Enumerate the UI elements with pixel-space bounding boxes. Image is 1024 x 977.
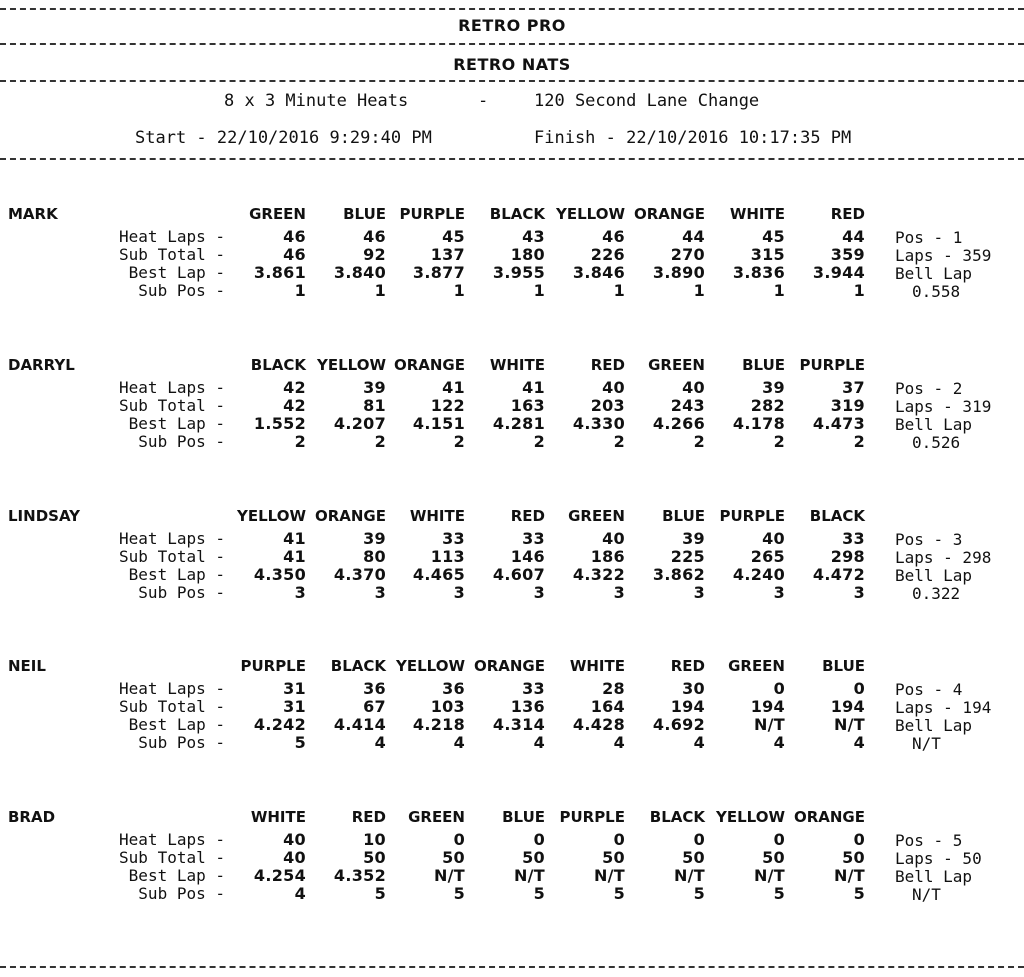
sub-total-value: 42 (283, 396, 306, 415)
best-lap-value: 3.890 (652, 263, 705, 282)
sub-total-value: 81 (363, 396, 386, 415)
lane-name: RED (670, 657, 705, 675)
heat-laps-value: 40 (602, 529, 625, 548)
row-label: Sub Total - (119, 697, 225, 716)
best-lap-value: N/T (833, 866, 865, 885)
heat-laps-value: 44 (682, 227, 705, 246)
driver-block (0, 507, 1024, 617)
best-lap-value: N/T (513, 866, 545, 885)
start-time: Start - 22/10/2016 9:29:40 PM (135, 128, 432, 148)
lane-name: PURPLE (559, 808, 625, 826)
lane-name: PURPLE (719, 507, 785, 525)
sub-pos-value: 4 (374, 733, 386, 752)
sub-total-value: 103 (430, 697, 465, 716)
lane-name: YELLOW (716, 808, 785, 826)
lane-name: YELLOW (556, 205, 625, 223)
total-laps: Laps - 359 (895, 246, 992, 265)
heat-laps-value: 40 (602, 378, 625, 397)
final-position: Pos - 5 (895, 831, 963, 850)
lane-name: WHITE (729, 205, 785, 223)
total-laps: Laps - 50 (895, 849, 982, 868)
lane-name: BLUE (822, 657, 865, 675)
total-laps: Laps - 194 (895, 698, 992, 717)
row-label: Heat Laps - (119, 378, 225, 397)
sub-total-value: 243 (670, 396, 705, 415)
heat-laps-value: 33 (442, 529, 465, 548)
best-lap-value: 3.944 (812, 263, 865, 282)
best-lap-value: 4.254 (253, 866, 306, 885)
row-label: Best Lap - (128, 715, 225, 734)
sub-total-value: 80 (363, 547, 386, 566)
driver-name: BRAD (8, 808, 56, 826)
heat-format: 8 x 3 Minute Heats (224, 91, 409, 111)
sub-pos-value: 4 (773, 733, 785, 752)
heat-laps-value: 0 (853, 830, 865, 849)
driver-name: LINDSAY (8, 507, 80, 525)
row-label: Heat Laps - (119, 529, 225, 548)
sub-total-value: 46 (283, 245, 306, 264)
heat-laps-value: 41 (442, 378, 465, 397)
final-position: Pos - 1 (895, 228, 963, 247)
row-label: Sub Pos - (138, 733, 225, 752)
lane-name: WHITE (569, 657, 625, 675)
heat-laps-value: 0 (533, 830, 545, 849)
bell-lap-value: 0.526 (912, 433, 961, 452)
best-lap-value: 4.350 (253, 565, 306, 584)
sub-total-value: 225 (670, 547, 705, 566)
divider (0, 8, 1024, 10)
heat-laps-value: 39 (363, 378, 386, 397)
sub-pos-value: 4 (294, 884, 306, 903)
sub-total-value: 194 (830, 697, 865, 716)
row-label: Best Lap - (128, 263, 225, 282)
row-label: Heat Laps - (119, 830, 225, 849)
driver-block (0, 808, 1024, 918)
sub-pos-value: 3 (294, 583, 306, 602)
best-lap-value: 4.240 (732, 565, 785, 584)
row-label: Sub Total - (119, 848, 225, 867)
best-lap-value: 3.840 (333, 263, 386, 282)
lane-name: GREEN (249, 205, 306, 223)
bell-lap-label: Bell Lap (895, 716, 973, 735)
row-label: Sub Total - (119, 547, 225, 566)
sub-total-value: 40 (283, 848, 306, 867)
row-label: Sub Total - (119, 245, 225, 264)
lane-name: YELLOW (317, 356, 386, 374)
sub-pos-value: 3 (773, 583, 785, 602)
best-lap-value: N/T (593, 866, 625, 885)
sub-total-value: 50 (762, 848, 785, 867)
row-label: Sub Total - (119, 396, 225, 415)
sub-pos-value: 2 (374, 432, 386, 451)
sub-total-value: 319 (830, 396, 865, 415)
sub-pos-value: 1 (613, 281, 625, 300)
heat-laps-value: 36 (363, 679, 386, 698)
sub-pos-value: 5 (613, 884, 625, 903)
lane-name: ORANGE (473, 657, 545, 675)
sub-total-value: 50 (682, 848, 705, 867)
driver-name: NEIL (8, 657, 46, 675)
heat-laps-value: 37 (842, 378, 865, 397)
sub-pos-value: 1 (533, 281, 545, 300)
heat-laps-value: 33 (522, 529, 545, 548)
bell-lap-label: Bell Lap (895, 867, 973, 886)
sub-pos-value: 2 (853, 432, 865, 451)
best-lap-value: 4.151 (412, 414, 465, 433)
sub-total-value: 282 (750, 396, 785, 415)
lane-name: BLUE (343, 205, 386, 223)
heat-laps-value: 39 (762, 378, 785, 397)
sub-total-value: 113 (430, 547, 465, 566)
lane-name: YELLOW (237, 507, 306, 525)
sub-pos-value: 1 (374, 281, 386, 300)
report-title: RETRO PRO (458, 16, 566, 35)
sub-pos-value: 5 (294, 733, 306, 752)
sub-pos-value: 3 (853, 583, 865, 602)
sub-pos-value: 1 (693, 281, 705, 300)
heat-laps-value: 31 (283, 679, 306, 698)
sub-pos-value: 5 (853, 884, 865, 903)
best-lap-value: 4.352 (333, 866, 386, 885)
sub-pos-value: 2 (773, 432, 785, 451)
sub-total-value: 137 (430, 245, 465, 264)
lane-name: ORANGE (793, 808, 865, 826)
sub-total-value: 41 (283, 547, 306, 566)
driver-block (0, 356, 1024, 466)
sub-pos-value: 4 (613, 733, 625, 752)
heat-laps-value: 44 (842, 227, 865, 246)
lane-name: WHITE (250, 808, 306, 826)
sub-pos-value: 2 (533, 432, 545, 451)
bell-lap-label: Bell Lap (895, 264, 973, 283)
sub-pos-value: 3 (613, 583, 625, 602)
best-lap-value: 4.322 (572, 565, 625, 584)
heat-laps-value: 40 (682, 378, 705, 397)
sub-total-value: 31 (283, 697, 306, 716)
sub-total-value: 164 (590, 697, 625, 716)
heat-laps-value: 41 (283, 529, 306, 548)
best-lap-value: 4.330 (572, 414, 625, 433)
heat-laps-value: 39 (363, 529, 386, 548)
sub-pos-value: 5 (374, 884, 386, 903)
best-lap-value: N/T (433, 866, 465, 885)
sub-total-value: 180 (510, 245, 545, 264)
sub-pos-value: 3 (693, 583, 705, 602)
best-lap-value: 4.207 (333, 414, 386, 433)
heat-laps-value: 42 (283, 378, 306, 397)
best-lap-value: 4.218 (412, 715, 465, 734)
sub-total-value: 203 (590, 396, 625, 415)
sub-total-value: 194 (750, 697, 785, 716)
final-position: Pos - 3 (895, 530, 963, 549)
divider (0, 43, 1024, 45)
best-lap-value: 3.836 (732, 263, 785, 282)
sub-pos-value: 2 (613, 432, 625, 451)
best-lap-value: 4.242 (253, 715, 306, 734)
lane-name: BLACK (649, 808, 705, 826)
lane-name: RED (590, 356, 625, 374)
sub-total-value: 50 (522, 848, 545, 867)
lane-name: GREEN (568, 507, 625, 525)
bell-lap-label: Bell Lap (895, 415, 973, 434)
lane-name: WHITE (409, 507, 465, 525)
sub-pos-value: 1 (773, 281, 785, 300)
divider (0, 80, 1024, 82)
heat-laps-value: 0 (453, 830, 465, 849)
bell-lap-value: 0.322 (912, 584, 961, 603)
lane-name: WHITE (489, 356, 545, 374)
best-lap-value: 3.955 (492, 263, 545, 282)
final-position: Pos - 4 (895, 680, 963, 699)
heat-laps-value: 46 (283, 227, 306, 246)
sub-pos-value: 4 (693, 733, 705, 752)
lane-name: GREEN (728, 657, 785, 675)
lane-name: BLACK (330, 657, 386, 675)
row-label: Heat Laps - (119, 227, 225, 246)
sub-total-value: 163 (510, 396, 545, 415)
lane-name: YELLOW (396, 657, 465, 675)
row-label: Best Lap - (128, 565, 225, 584)
lane-name: BLUE (502, 808, 545, 826)
lane-name: PURPLE (799, 356, 865, 374)
best-lap-value: 4.178 (732, 414, 785, 433)
sub-total-value: 226 (590, 245, 625, 264)
lane-name: GREEN (408, 808, 465, 826)
driver-name: DARRYL (8, 356, 75, 374)
sub-total-value: 50 (602, 848, 625, 867)
heat-laps-value: 40 (283, 830, 306, 849)
driver-block (0, 657, 1024, 767)
best-lap-value: 4.465 (412, 565, 465, 584)
divider (0, 158, 1024, 160)
heat-laps-value: 46 (363, 227, 386, 246)
best-lap-value: N/T (833, 715, 865, 734)
best-lap-value: 4.266 (652, 414, 705, 433)
best-lap-value: 3.862 (652, 565, 705, 584)
row-label: Heat Laps - (119, 679, 225, 698)
lane-name: ORANGE (314, 507, 386, 525)
sub-pos-value: 3 (533, 583, 545, 602)
heat-laps-value: 0 (613, 830, 625, 849)
sub-total-value: 67 (363, 697, 386, 716)
lane-name: RED (351, 808, 386, 826)
heat-laps-value: 33 (842, 529, 865, 548)
row-label: Best Lap - (128, 866, 225, 885)
sub-total-value: 265 (750, 547, 785, 566)
best-lap-value: N/T (673, 866, 705, 885)
heat-laps-value: 39 (682, 529, 705, 548)
best-lap-value: 4.692 (652, 715, 705, 734)
best-lap-value: 4.414 (333, 715, 386, 734)
sub-pos-value: 1 (453, 281, 465, 300)
lane-name: BLACK (250, 356, 306, 374)
row-label: Sub Pos - (138, 583, 225, 602)
best-lap-value: 4.607 (492, 565, 545, 584)
lane-name: RED (510, 507, 545, 525)
sub-total-value: 146 (510, 547, 545, 566)
final-position: Pos - 2 (895, 379, 963, 398)
sub-pos-value: 4 (453, 733, 465, 752)
row-label: Sub Pos - (138, 281, 225, 300)
sub-total-value: 50 (442, 848, 465, 867)
lane-name: PURPLE (240, 657, 306, 675)
heat-laps-value: 45 (442, 227, 465, 246)
sub-total-value: 92 (363, 245, 386, 264)
heat-laps-value: 30 (682, 679, 705, 698)
sub-total-value: 359 (830, 245, 865, 264)
best-lap-value: N/T (753, 715, 785, 734)
sub-total-value: 136 (510, 697, 545, 716)
heat-laps-value: 33 (522, 679, 545, 698)
sub-total-value: 122 (430, 396, 465, 415)
driver-name: MARK (8, 205, 58, 223)
heat-laps-value: 36 (442, 679, 465, 698)
lane-name: BLUE (662, 507, 705, 525)
lane-name: BLUE (742, 356, 785, 374)
sub-pos-value: 1 (853, 281, 865, 300)
finish-time: Finish - 22/10/2016 10:17:35 PM (534, 128, 852, 148)
best-lap-value: 3.861 (253, 263, 306, 282)
lane-name: ORANGE (633, 205, 705, 223)
best-lap-value: 1.552 (253, 414, 306, 433)
best-lap-value: 4.370 (333, 565, 386, 584)
best-lap-value: 3.877 (412, 263, 465, 282)
best-lap-value: 4.314 (492, 715, 545, 734)
heat-laps-value: 28 (602, 679, 625, 698)
heat-laps-value: 10 (363, 830, 386, 849)
heat-laps-value: 0 (853, 679, 865, 698)
sub-pos-value: 4 (533, 733, 545, 752)
sub-total-value: 194 (670, 697, 705, 716)
row-label: Best Lap - (128, 414, 225, 433)
sub-pos-value: 5 (773, 884, 785, 903)
sub-total-value: 298 (830, 547, 865, 566)
sub-total-value: 50 (363, 848, 386, 867)
best-lap-value: 4.428 (572, 715, 625, 734)
heat-laps-value: 45 (762, 227, 785, 246)
heat-laps-value: 0 (773, 679, 785, 698)
lane-name: PURPLE (399, 205, 465, 223)
sub-total-value: 270 (670, 245, 705, 264)
sub-pos-value: 5 (533, 884, 545, 903)
sub-total-value: 315 (750, 245, 785, 264)
best-lap-value: 3.846 (572, 263, 625, 282)
lane-name: ORANGE (393, 356, 465, 374)
bell-lap-value: N/T (912, 885, 941, 904)
heat-laps-value: 46 (602, 227, 625, 246)
heat-laps-value: 41 (522, 378, 545, 397)
best-lap-value: 4.473 (812, 414, 865, 433)
sub-pos-value: 3 (453, 583, 465, 602)
total-laps: Laps - 298 (895, 548, 992, 567)
divider (0, 966, 1024, 968)
sub-total-value: 186 (590, 547, 625, 566)
row-label: Sub Pos - (138, 884, 225, 903)
lane-name: BLACK (489, 205, 545, 223)
bell-lap-label: Bell Lap (895, 566, 973, 585)
sub-pos-value: 2 (294, 432, 306, 451)
sub-pos-value: 3 (374, 583, 386, 602)
best-lap-value: N/T (753, 866, 785, 885)
sub-pos-value: 5 (693, 884, 705, 903)
heat-laps-value: 0 (773, 830, 785, 849)
bell-lap-value: 0.558 (912, 282, 961, 301)
sub-pos-value: 2 (453, 432, 465, 451)
lane-name: RED (830, 205, 865, 223)
best-lap-value: 4.281 (492, 414, 545, 433)
heat-laps-value: 43 (522, 227, 545, 246)
lane-name: BLACK (809, 507, 865, 525)
sub-pos-value: 1 (294, 281, 306, 300)
best-lap-value: 4.472 (812, 565, 865, 584)
row-label: Sub Pos - (138, 432, 225, 451)
sub-pos-value: 4 (853, 733, 865, 752)
sub-total-value: 50 (842, 848, 865, 867)
heat-laps-value: 0 (693, 830, 705, 849)
sub-pos-value: 5 (453, 884, 465, 903)
heat-format-separator: - (478, 91, 489, 111)
total-laps: Laps - 319 (895, 397, 992, 416)
driver-block (0, 205, 1024, 315)
sub-pos-value: 2 (693, 432, 705, 451)
lane-name: GREEN (648, 356, 705, 374)
lane-change-format: 120 Second Lane Change (534, 91, 760, 111)
event-name: RETRO NATS (453, 55, 571, 74)
heat-laps-value: 40 (762, 529, 785, 548)
bell-lap-value: N/T (912, 734, 941, 753)
